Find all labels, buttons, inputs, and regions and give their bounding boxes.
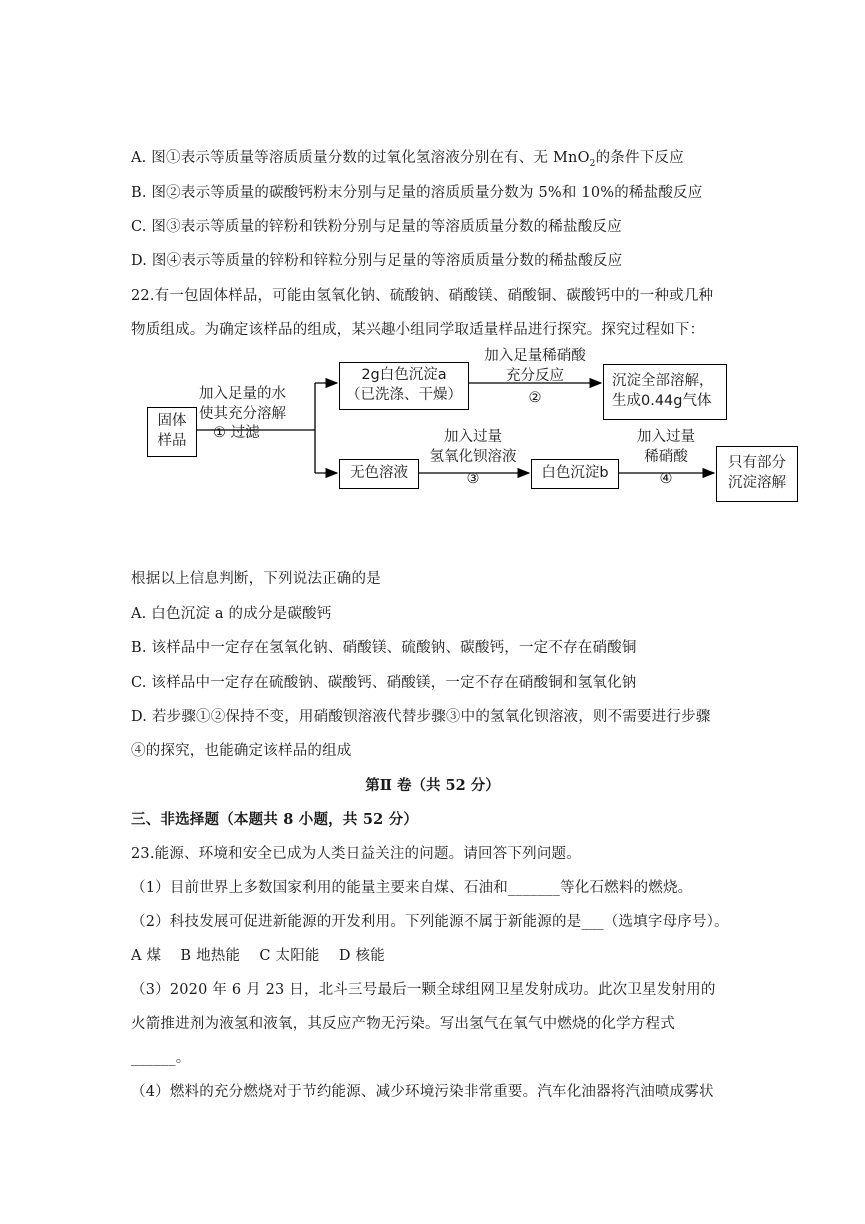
q22-stem-line2: 物质组成。为确定该样品的组成，某兴趣小组同学取适量样品进行探究。探究过程如下： <box>131 322 705 338</box>
colorless-solution-box: 无色溶液 <box>339 459 419 489</box>
q21-option-a-sub: 2 <box>589 158 596 169</box>
precipitate-a-label-2: （已洗涤、干燥） <box>346 387 462 403</box>
step2-label <box>471 347 599 409</box>
q22-option-d-line2: ④的探究，也能确定该样品的组成 <box>131 743 352 759</box>
q22-option-c: C. 该样品中一定存在硫酸钠、碳酸钙、硝酸镁，一定不存在硝酸铜和氢氧化钠 <box>131 675 637 691</box>
step4-label-1: 加入过量 <box>637 429 695 445</box>
q22-option-a: A. 白色沉淀 a 的成分是碳酸钙 <box>131 606 332 622</box>
q21-option-a-post: 的条件下反应 <box>595 150 684 166</box>
q23-part4: （4）燃料的充分燃烧对于节约能源、减少环境污染非常重要。汽车化油器将汽油喷成雾状 <box>131 1084 714 1100</box>
step2-label-2: 充分反应 <box>506 367 564 384</box>
section3-title: 三、非选择题（本题共 8 小题，共 52 分） <box>131 811 419 828</box>
step4-label-2: 稀硝酸 <box>644 448 688 465</box>
result-b-label-1: 只有部分 <box>728 455 786 472</box>
q21-option-b: B. 图②表示等质量的碳酸钙粉末分别与足量的溶质质量分数为 5%和 10%的稀盐酸反应 <box>131 185 703 201</box>
q21-option-a-pre: A. 图①表示等质量等溶质质量分数的过氧化氢溶液分别在有、无 MnO <box>131 150 590 166</box>
step3-label-3: ③ <box>466 471 480 488</box>
q22-option-b: B. 该样品中一定存在氢氧化钠、硝酸镁、硫酸钠、碳酸钙，一定不存在硝酸铜 <box>131 640 637 656</box>
q21-option-d: D. 图④表示等质量的锌粉和锌粒分别与足量的等溶质质量分数的稀盐酸反应 <box>131 253 623 269</box>
q23-part3-line2: 火箭推进剂为液氢和液氧，其反应产物无污染。写出氢气在氧气中燃烧的化学方程式 <box>131 1016 675 1032</box>
q22-option-d-line1: D. 若步骤①②保持不变，用硝酸钡溶液代替步骤③中的氢氧化钡溶液，则不需要进行步骤 <box>131 709 711 725</box>
q22-stem-line1: 22.有一包固体样品，可能由氢氧化钠、硫酸钠、硝酸镁、硝酸铜、碳酸钙中的一种或几种 <box>131 288 714 304</box>
step3-label-2: 氢氧化钡溶液 <box>429 448 517 465</box>
q23-part1: （1）目前世界上多数国家利用的能量主要来自煤、石油和_______等化石燃料的燃烧。 <box>131 880 693 896</box>
step1-label-3: ① 过滤 <box>213 425 260 442</box>
result-b-label-2: 沉淀溶解 <box>728 475 786 491</box>
sample-box <box>147 407 197 457</box>
q23-part3-line3: ______。 <box>131 1050 191 1066</box>
result-b-box <box>716 446 798 502</box>
step1-label-1: 加入足量的水 <box>199 386 286 402</box>
q23-part3-line1: （3）2020 年 6 月 23 日，北斗三号最后一颗全球组网卫星发射成功。此次卫星发射用的 <box>131 982 716 998</box>
step2-label-3: ② <box>528 390 542 407</box>
step4-label <box>618 428 714 490</box>
step3-label <box>418 428 528 490</box>
sample-label-1: 固体 <box>157 413 187 430</box>
step1-label-2: 使其充分溶解 <box>199 405 286 422</box>
result-a-label-1: 沉淀全部溶解， <box>612 373 714 390</box>
step3-label-1: 加入过量 <box>444 429 502 445</box>
step4-label-3: ④ <box>659 471 673 488</box>
result-a-label-2: 生成0.44g气体 <box>612 393 712 409</box>
q23-part2-options: A 煤 B 地热能 C 太阳能 D 核能 <box>131 948 385 964</box>
result-a-box <box>603 364 727 420</box>
step1-label <box>199 385 286 444</box>
precipitate-a-label-1: 2g白色沉淀a <box>361 367 447 384</box>
sample-label-2: 样品 <box>157 433 187 449</box>
q21-option-c: C. 图③表示等质量的锌粉和铁粉分别与足量的等溶质质量分数的稀盐酸反应 <box>131 219 622 235</box>
part2-title: 第Ⅱ 卷（共 52 分） <box>365 777 500 794</box>
step2-label-1: 加入足量稀硝酸 <box>484 348 586 364</box>
q23-part2: （2）科技发展可促进新能源的开发利用。下列能源不属于新能源的是___（选填字母序号）。 <box>131 914 729 930</box>
q23-stem: 23.能源、环境和安全已成为人类日益关注的问题。请回答下列问题。 <box>131 846 581 862</box>
precipitate-a-box <box>339 362 469 410</box>
q22-prompt: 根据以上信息判断，下列说法正确的是 <box>131 571 381 587</box>
precipitate-b-box: 白色沉淀b <box>531 459 619 489</box>
